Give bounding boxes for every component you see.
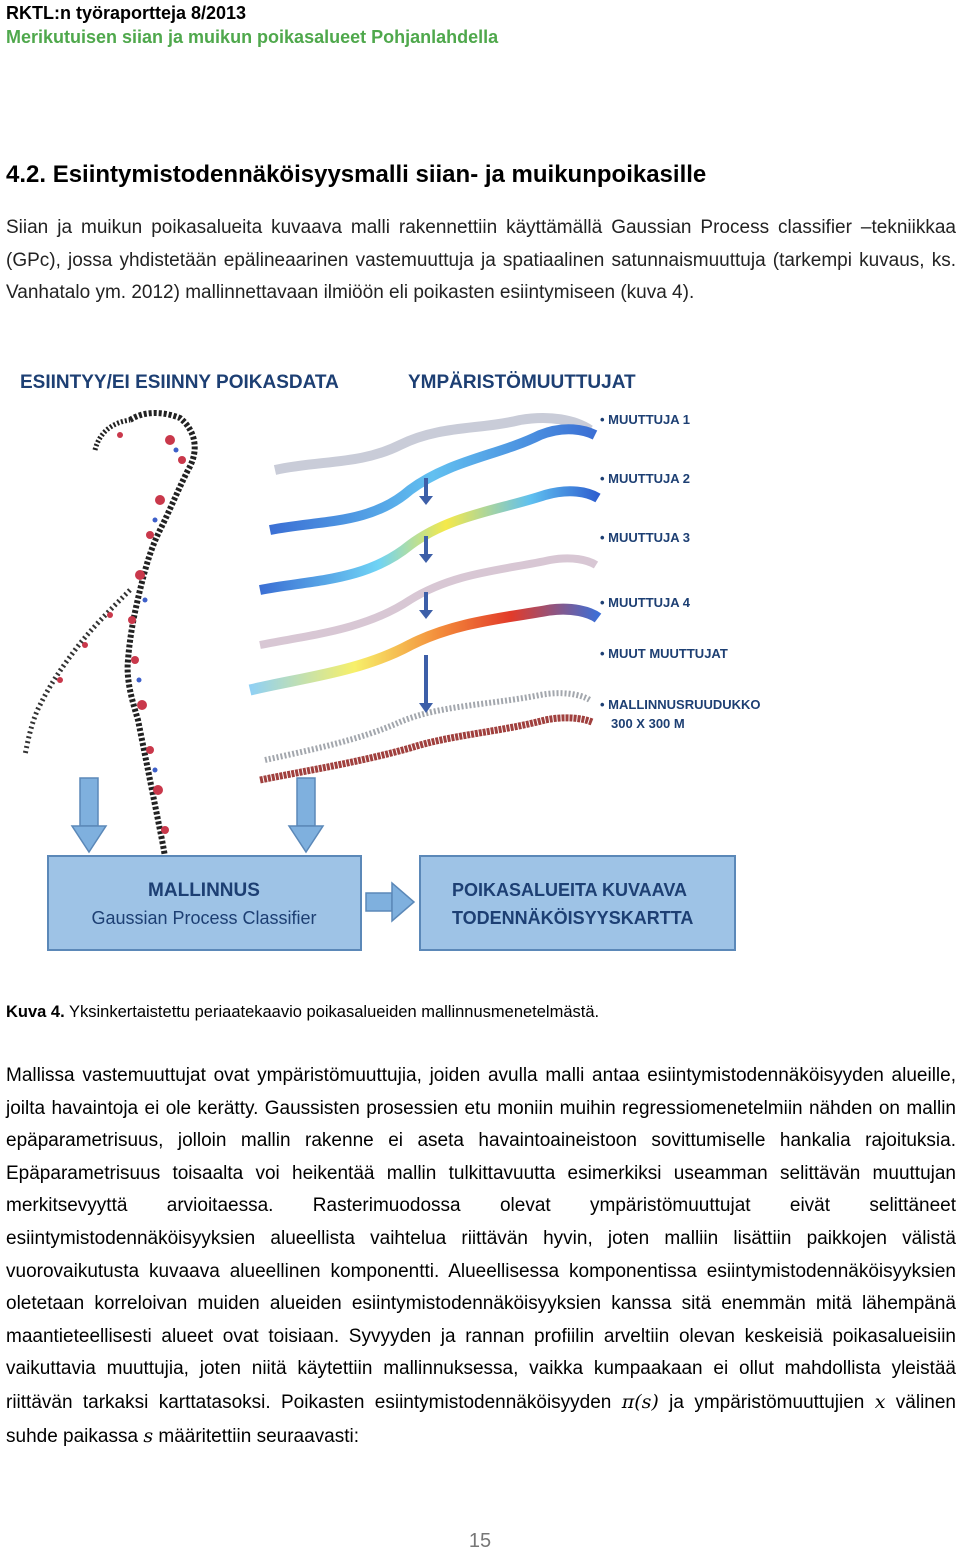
figure-svg xyxy=(0,360,960,980)
variable-label-other: • MUUT MUUTTUJAT xyxy=(600,646,728,661)
section-title: 4.2. Esiintymistodennäköisyysmalli siian- ja muikunpoikasille xyxy=(6,161,707,188)
math-pi-s: π(s) xyxy=(621,1390,659,1413)
body-paragraph xyxy=(6,1060,956,1453)
down-arrow-right xyxy=(289,778,323,852)
down-arrow-left xyxy=(72,778,106,852)
caption-label: Kuva 4. xyxy=(6,1003,65,1021)
right-arrow xyxy=(366,883,414,921)
report-subtitle: Merikutuisen siian ja muikun poikasalueet Pohjanlahdella xyxy=(6,27,499,47)
observation-dots xyxy=(57,432,186,834)
result-box xyxy=(420,856,735,950)
result-box-line-1: POIKASALUEITA KUVAAVA xyxy=(452,880,688,900)
math-x: x xyxy=(874,1390,886,1413)
layer-grid xyxy=(260,718,592,780)
coastline-north xyxy=(95,420,130,450)
math-s: s xyxy=(143,1424,154,1447)
model-box xyxy=(48,856,361,950)
body-text-b: ja ympäristömuuttujien xyxy=(658,1391,875,1413)
down-arrows xyxy=(72,778,323,852)
model-box-method: Gaussian Process Classifier xyxy=(91,908,317,928)
layer-2 xyxy=(260,491,598,590)
coastline-shape xyxy=(128,413,195,880)
body-text-d: määritettiin seuraavasti: xyxy=(153,1425,360,1447)
page-number: 15 xyxy=(468,1530,492,1552)
variable-label-grid-size: 300 X 300 M xyxy=(611,716,685,731)
figure-caption xyxy=(6,1000,599,1024)
figure-4 xyxy=(0,360,960,980)
figure-left-title: ESIINTYY/EI ESIINNY POIKASDATA xyxy=(20,372,339,393)
report-series: RKTL:n työraportteja 8/2013 xyxy=(6,3,247,23)
variable-label-4: • MUUTTUJA 4 xyxy=(600,595,691,610)
variable-label-1: • MUUTTUJA 1 xyxy=(600,412,691,427)
figure-right-title: YMPÄRISTÖMUUTTUJAT xyxy=(408,372,636,393)
variable-labels xyxy=(600,412,761,731)
body-text-c: välinen suhde paikassa xyxy=(6,1391,956,1447)
variable-label-2: • MUUTTUJA 2 xyxy=(600,471,691,486)
result-box-line-2: TODENNÄKÖISYYSKARTTA xyxy=(452,908,694,928)
observation-map xyxy=(25,413,195,880)
variable-label-3: • MUUTTUJA 3 xyxy=(600,530,691,545)
variable-label-grid: • MALLINNUSRUUDUKKO xyxy=(600,697,761,712)
variable-layers xyxy=(250,418,598,780)
layer-1 xyxy=(270,429,595,530)
body-text-a: Mallissa vastemuuttujat ovat ympäristömuuttujia, joiden avulla malli antaa esiintymistodennäköisyyden alueille, joilta havaintoja ei ole kerätty. Gaussisten prosessien etu moniin muihin regressiomenetelmiin nähden on mallin epäparametrisuus, jolloin mallin rakenne ei aseta havaintoaineistoon sovittumiselle hankalia rajoituksia. Epäparametrisuus toisaalta voi heikentää mallin tulkittavuutta esimerkiksi useamman selittävän muuttujan merkitsevyyttä arvioitaessa. Rasterimuodossa olevat ympäristömuuttujat eivät selittäneet esiintymistodennäköisyyksien alueellista vaihtelua riittävän hyvin, joten malliin lisättiin paikkojen välistä vuorovaikutusta kuvaava alueellinen komponentti. Alueellisessa komponentissa esiintymistodennäköisyyksien oletetaan korreloivan muiden alueiden esiintymistodennäköisyyksien kanssa sitä enemmän mitä lähempänä maantieteellisesti alueet ovat toisiaan. Syvyyden ja rannan profiilin arveltiin olevan keskeisiä poikasalueisiin vaikuttavia muuttujia, joten niitä käytettiin mallinnuksessa, vaikka kumpaakaan ei ollut mahdollista yleistää riittävän tarkaksi karttatasoksi. Poikasten esiintymistodennäköisyyden xyxy=(6,1065,956,1413)
caption-text: Yksinkertaistettu periaatekaavio poikasalueiden mallinnusmenetelmästä. xyxy=(64,1003,600,1021)
layer-1-outline xyxy=(275,418,590,470)
model-box-title: MALLINNUS xyxy=(148,880,260,901)
intro-paragraph: Siian ja muikun poikasalueita kuvaava malli rakennettiin käyttämällä Gaussian Process classifier –tekniikkaa (GPc), jossa yhdistetään epälineaarinen vastemuuttuja ja spatiaalinen satunnaismuuttuja (tarkempi kuvaus, ks. Vanhatalo ym. 2012) mallinnettavaan ilmiöön eli poikasten esiintymiseen (kuva 4). xyxy=(6,217,956,304)
coastline-west xyxy=(25,590,130,755)
